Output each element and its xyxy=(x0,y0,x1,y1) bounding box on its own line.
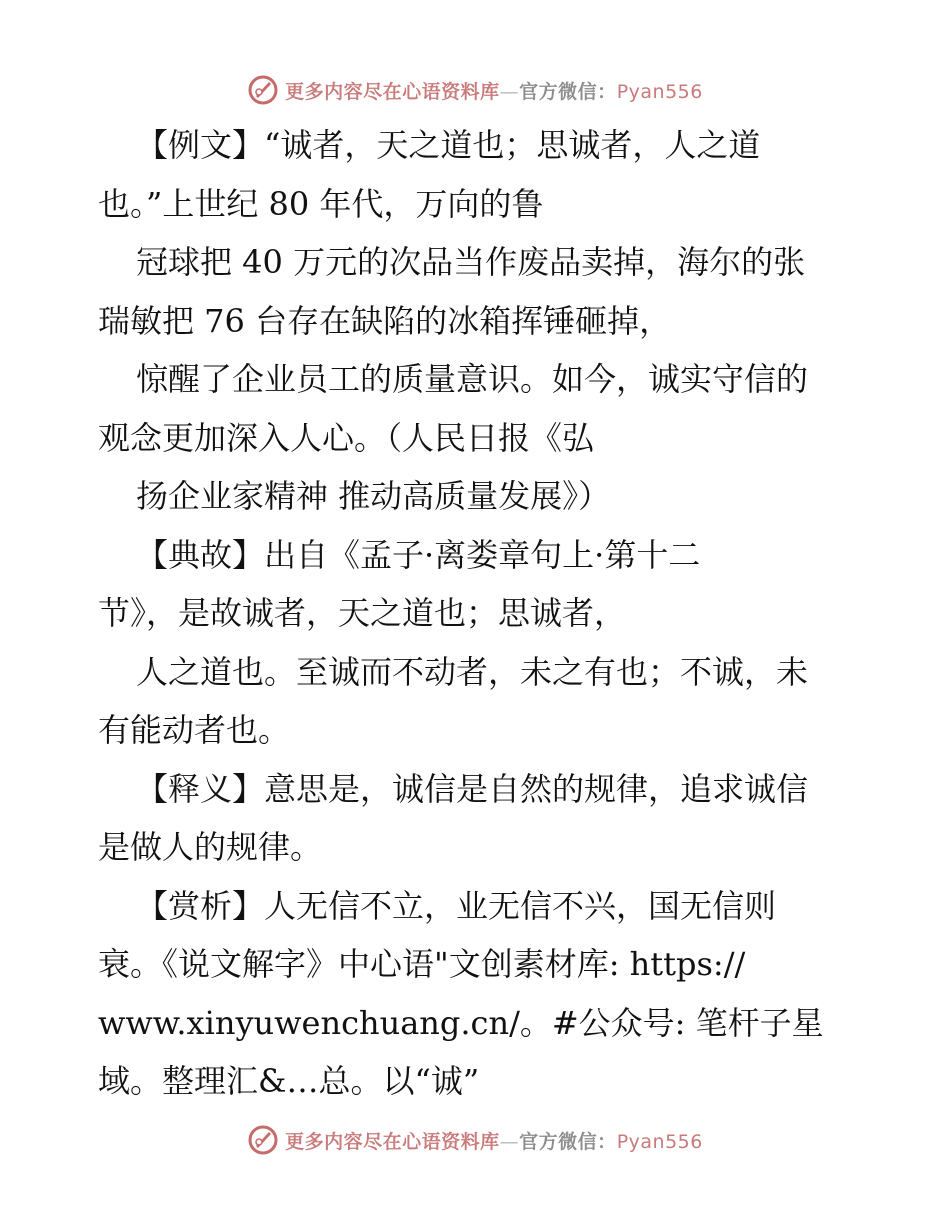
text-line: 观念更加深入人心。（人民日报《弘 xyxy=(98,418,595,457)
text-line: 【释义】意思是，诚信是自然的规律，追求诚信 xyxy=(136,769,809,808)
text-line: 冠球把 40 万元的次品当作废品卖掉，海尔的张 xyxy=(136,243,806,281)
text-line: 节》，是故诚者，天之道也；思诚者， xyxy=(98,594,627,632)
watermark-footer xyxy=(0,1120,950,1160)
watermark-text: 更多内容尽在心语资料库—官方微信：Pyan556 xyxy=(285,1130,703,1153)
document-body xyxy=(98,116,858,1111)
text-line: 有能动者也。 xyxy=(98,711,291,749)
text-line: 【例文】“诚者，天之道也；思诚者，人之道 xyxy=(136,126,761,164)
text-line: 【典故】出自《孟子·离娄章句上·第十二 xyxy=(136,535,701,574)
text-line: 扬企业家精神 推动高质量发展》） xyxy=(136,477,611,515)
text-line: 域。整理汇&…总。以“诚” xyxy=(98,1062,480,1100)
text-line: 是做人的规律。 xyxy=(98,828,323,866)
text-line: 【赏析】人无信不立，业无信不兴，国无信则 xyxy=(136,886,777,925)
text-line: 惊醒了企业员工的质量意识。如今，诚实守信的 xyxy=(136,360,809,398)
text-line: 人之道也。至诚而不动者，未之有也；不诚，未 xyxy=(136,652,809,691)
text-line: 瑞敏把 76 台存在缺陷的冰箱挥锤砸掉， xyxy=(98,301,672,340)
watermark-text: 更多内容尽在心语资料库—官方微信：Pyan556 xyxy=(285,80,703,103)
quill-seal-icon xyxy=(247,1124,279,1156)
text-line: 衰。《说文解字》中心语"文创素材库: https:// xyxy=(98,945,746,983)
quill-seal-icon xyxy=(247,74,279,106)
text-line: www.xinyuwenchuang.cn/。#公众号: 笔杆子星 xyxy=(98,1003,824,1042)
watermark-header xyxy=(0,70,950,110)
text-line: 也。”上世纪 80 年代，万向的鲁 xyxy=(98,184,544,223)
